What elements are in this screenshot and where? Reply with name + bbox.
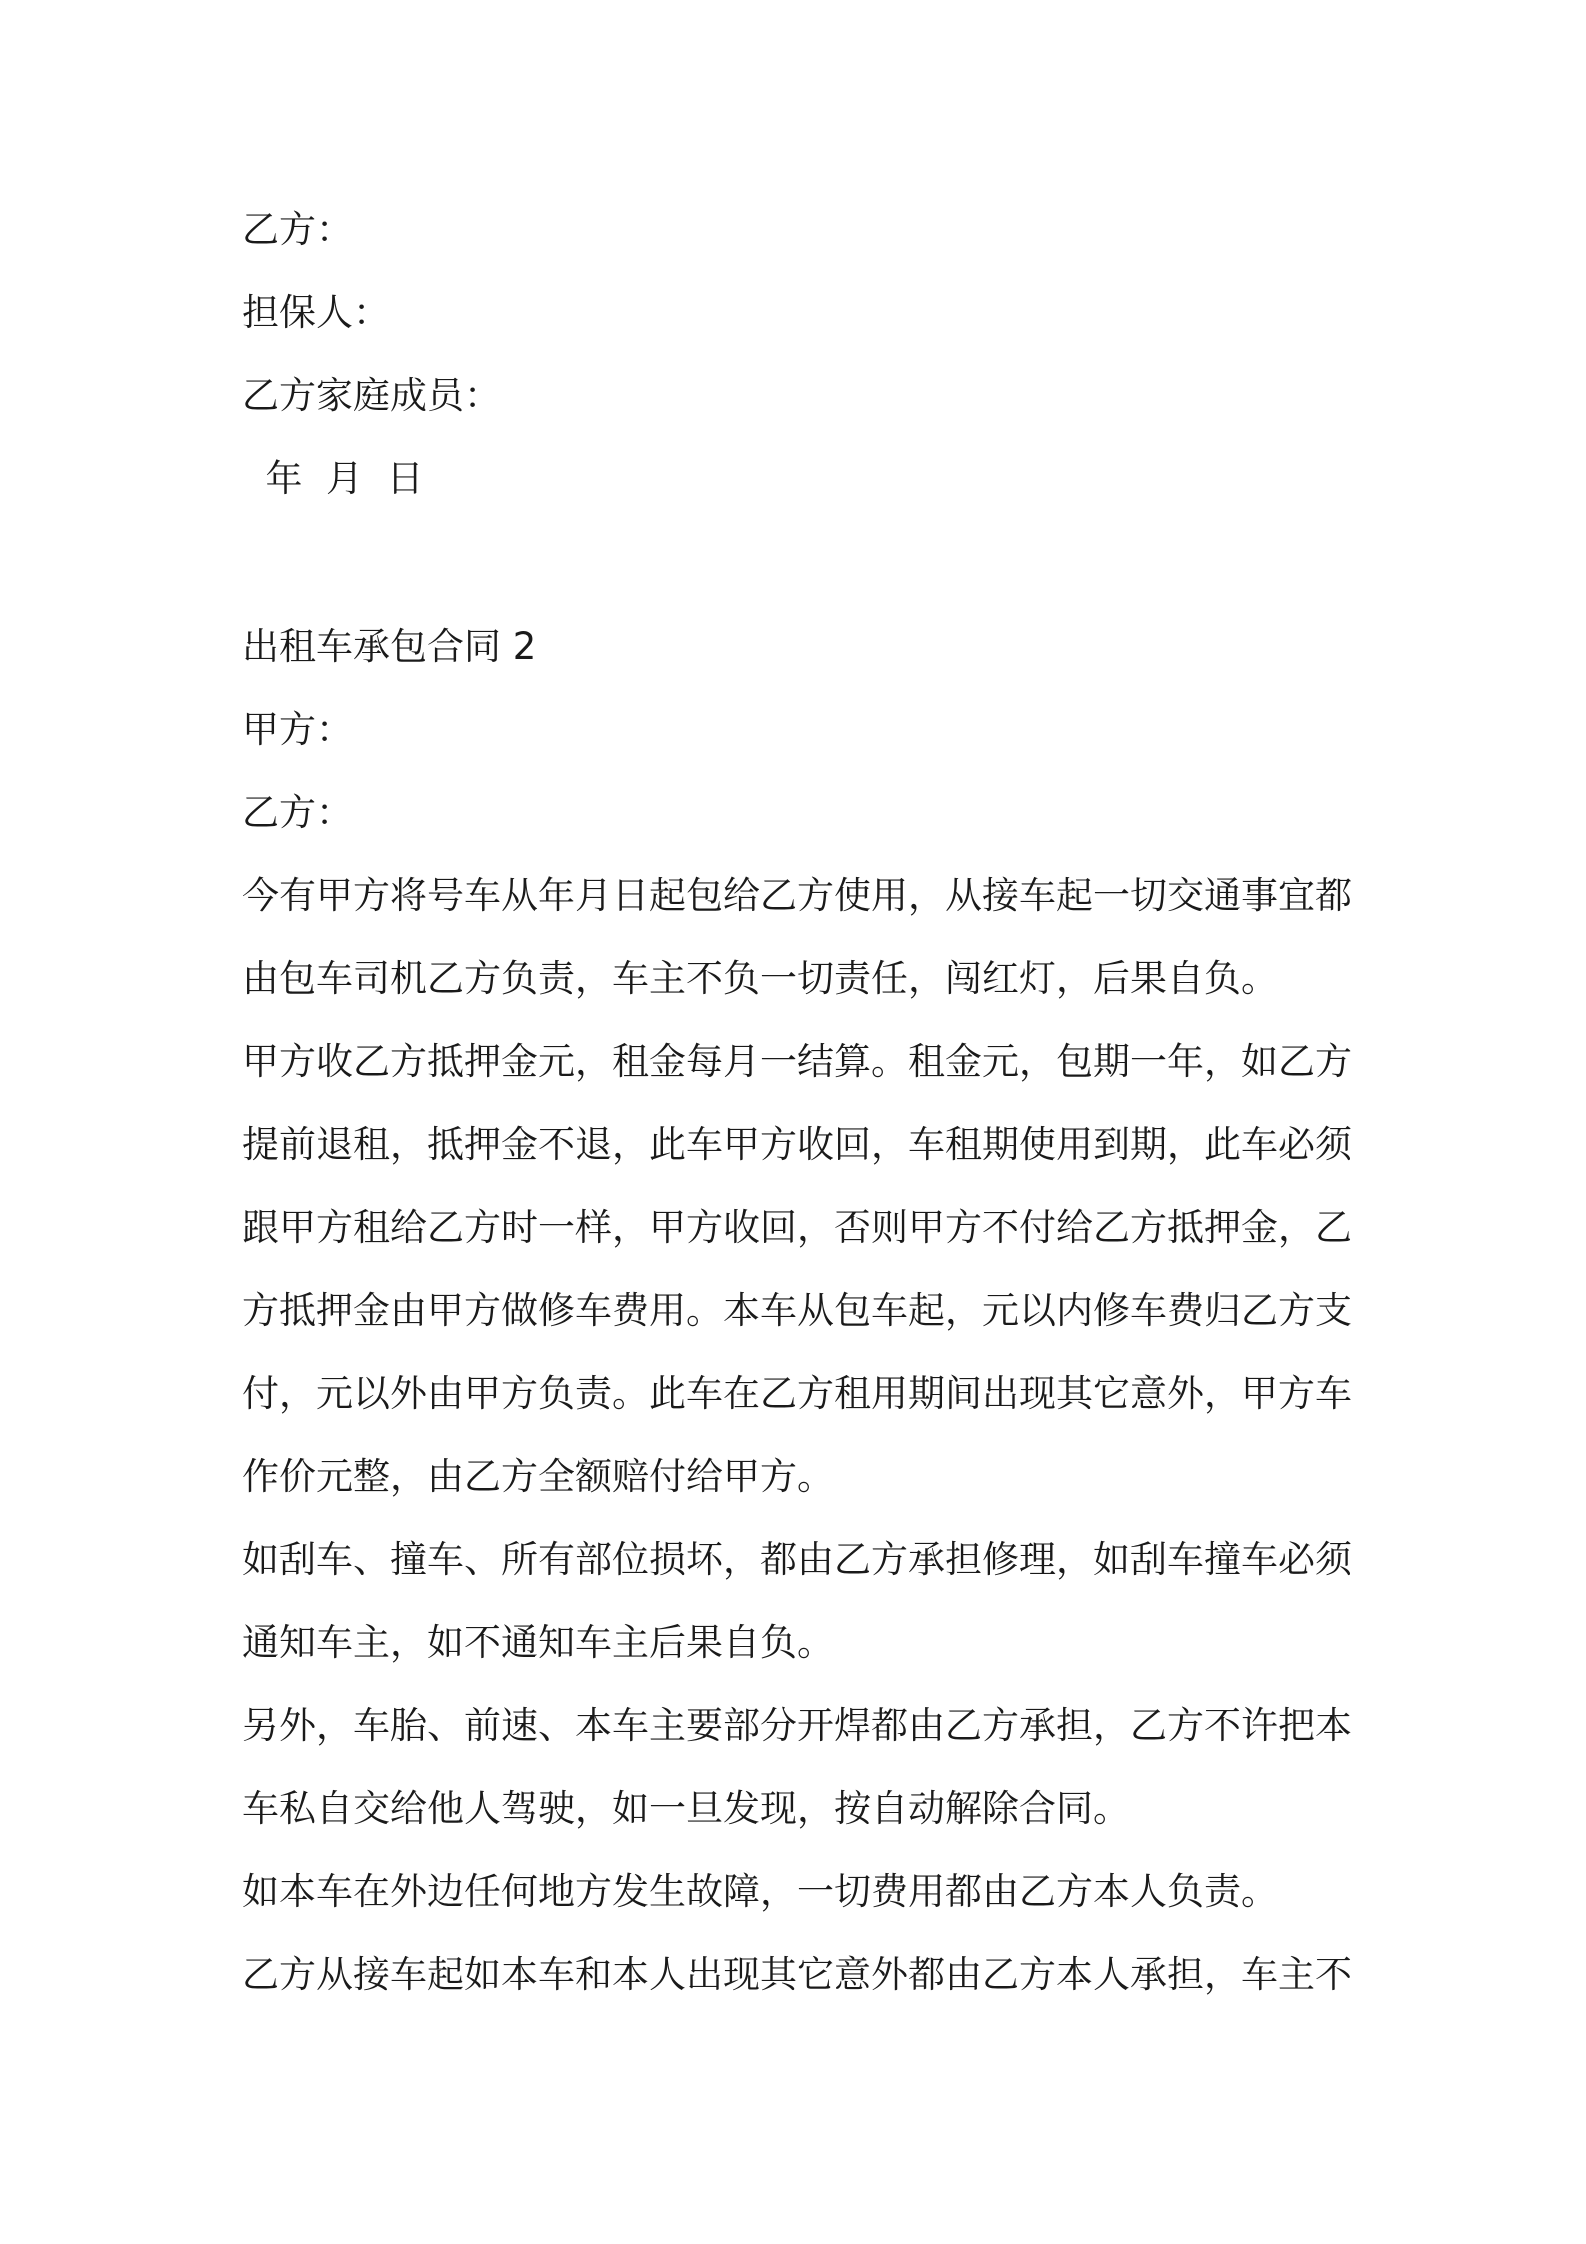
signature-block (242, 188, 1362, 520)
guarantor-label: 担保人： (242, 291, 390, 334)
body-line: 车私自交给他人驾驶，如一旦发现，按自动解除合同。 (242, 1787, 1130, 1830)
party-b-family-label: 乙方家庭成员： (242, 374, 501, 417)
body-line: 如本车在外边任何地方发生故障，一切费用都由乙方本人负责。 (242, 1870, 1278, 1913)
body-line: 今有甲方将号车从年月日起包给乙方使用，从接车起一切交通事宜都 (242, 874, 1352, 917)
date-line: 年 月 日 (242, 457, 424, 500)
body-line: 作价元整，由乙方全额赔付给甲方。 (242, 1455, 834, 1498)
body-line: 通知车主，如不通知车主后果自负。 (242, 1621, 834, 1664)
body-line: 如刮车、撞车、所有部位损坏，都由乙方承担修理，如刮车撞车必须 (242, 1538, 1352, 1581)
contract-title: 出租车承包合同 2 (242, 625, 537, 668)
body-line: 跟甲方租给乙方时一样，甲方收回，否则甲方不付给乙方抵押金，乙 (242, 1206, 1352, 1249)
party-b-label: 乙方： (242, 208, 353, 251)
body-line: 由包车司机乙方负责，车主不负一切责任，闯红灯，后果自负。 (242, 957, 1278, 1000)
body-line: 甲方收乙方抵押金元，租金每月一结算。租金元，包期一年，如乙方 (242, 1040, 1352, 1083)
party-a-label: 甲方： (242, 708, 353, 751)
party-b-label: 乙方： (242, 791, 353, 834)
body-line: 方抵押金由甲方做修车费用。本车从包车起，元以内修车费归乙方支 (242, 1289, 1352, 1332)
body-line: 另外，车胎、前速、本车主要部分开焊都由乙方承担，乙方不许把本 (242, 1704, 1352, 1747)
contract-2-section (242, 605, 1362, 2016)
body-line: 付，元以外由甲方负责。此车在乙方租用期间出现其它意外，甲方车 (242, 1372, 1352, 1415)
body-line: 乙方从接车起如本车和本人出现其它意外都由乙方本人承担，车主不 (242, 1953, 1352, 1996)
body-line: 提前退租，抵押金不退，此车甲方收回，车租期使用到期，此车必须 (242, 1123, 1352, 1166)
